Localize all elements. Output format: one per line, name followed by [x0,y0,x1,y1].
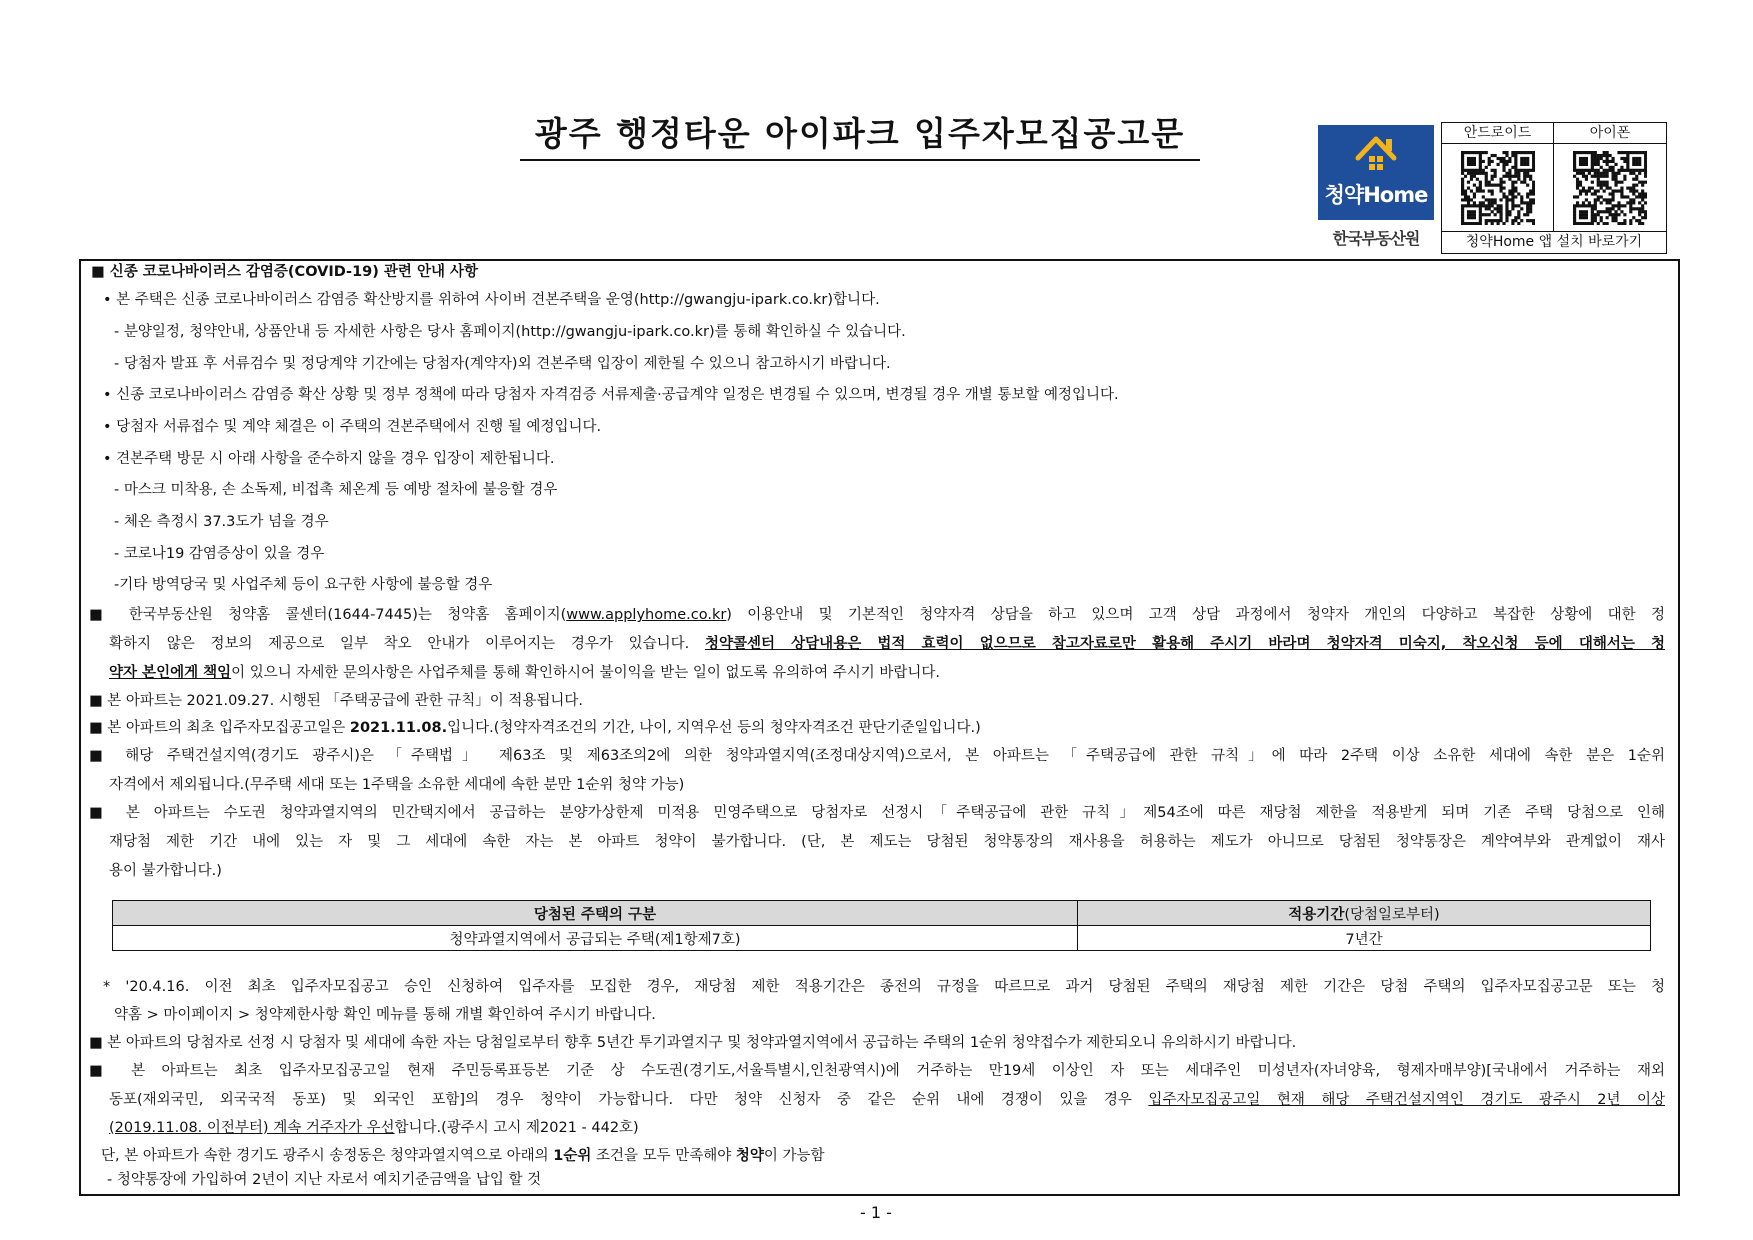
android-label: 안드로이드 [1442,123,1554,144]
resident-line: 동포(재외국민, 외국국적 동포) 및 외국인 포함]의 경우 청약이 가능합니다. 다만 청약 신청자 중 같은 순위 내에 경쟁이 있을 경우 입주자모집공고일 현재 해당 주택건설지역인 경기도 광주시 2년 이상 [109,1092,1666,1108]
rewin-table [112,900,1651,951]
resident-line: - 청약통장에 가입하여 2년이 지난 자로서 예치기준금액을 납입 할 것 [107,1172,542,1188]
rewin-line: ■ 본 아파트는 수도권 청약과열지역의 민간택지에서 공급하는 분양가상한제 미적용 민영주택으로 당첨자로 선정시「주택공급에 관한 규칙」제54조에 따른 재당첨 제한을 적용받게 되며 기존 주택 당첨으로 인해 [89,805,1665,821]
rewin-line: 용이 불가합니다.) [109,863,222,879]
resident-line: ■ 본 아파트는 최초 입주자모집공고일 현재 주민등록표등본 기준 상 수도권(경기도,서울특별시,인천광역시)에 거주하는 만19세 이상인 자 또는 세대주인 미성년자(자녀양육, 형제자매부양)[국내에서 거주하는 재외 [89,1063,1665,1079]
notice-box [79,259,1680,1196]
covid-line: - 당첨자 발표 후 서류검수 및 정당계약 기간에는 당첨자(계약자)외 견본주택 입장이 제한될 수 있으니 참고하시기 바랍니다. [114,356,891,372]
note-line: 약홈 > 마이페이지 > 청약제한사항 확인 메뉴를 통해 개별 확인하여 주시기 바랍니다. [114,1007,656,1023]
table-cell: 청약과열지역에서 공급되는 주택(제1항제7호) [113,926,1078,951]
callcenter-line: 확하지 않은 정보의 제공으로 일부 착오 안내가 이루어지는 경우가 있습니다. 청약콜센터 상담내용은 법적 효력이 없으므로 참고자료로만 활용해 주시기 바라며 청약자격 미숙지, 착오신청 등에 대해서는 청 [109,636,1666,652]
logo-brand-text: 청약Home [1324,183,1428,207]
covid-line: • 당첨자 서류접수 및 계약 체결은 이 주택의 견본주택에서 진행 될 예정입니다. [103,419,602,435]
covid-line: - 코로나19 감염증상이 있을 경우 [114,546,325,562]
app-install-link[interactable]: 청약Home 앱 설치 바로가기 [1442,231,1666,254]
covid-line: - 체온 측정시 37.3도가 넘을 경우 [114,514,329,530]
covid-line: -기타 방역당국 및 사업주체 등이 요구한 사항에 불응할 경우 [114,577,493,593]
resident-line: (2019.11.08. 이전부터) 계속 거주자가 우선합니다.(광주시 고시 제2021 - 442호) [109,1120,639,1136]
rules-line: ■ 본 아파트는 2021.09.27. 시행된 「주택공급에 관한 규칙」이 적용됩니다. [89,693,583,709]
iphone-label: 아이폰 [1554,123,1666,144]
page-title: 광주 행정타운 아이파크 입주자모집공고문 [520,108,1200,161]
table-header: 당첨된 주택의 구분 [113,901,1078,926]
overheated-line: ■ 해당 주택건설지역(경기도 광주시)은 「주택법」 제63조 및 제63조의2에 의한 청약과열지역(조정대상지역)으로서, 본 아파트는 「주택공급에 관한 규칙」에 따라 2주택 이상 소유한 세대에 속한 분은 1순위 [89,748,1665,764]
rewin-line: 재당첨 제한 기간 내에 있는 자 및 그 세대에 속한 자는 본 아파트 청약이 불가합니다. (단, 본 제도는 당첨된 청약통장의 재사용을 허용하는 제도가 아니므로 당첨된 청약통장은 계약여부와 관계없이 재사 [109,834,1665,850]
applyhome-link[interactable]: www.applyhome.co.kr [566,607,727,623]
table-cell: 7년간 [1078,926,1651,951]
note-line: * '20.4.16. 이전 최초 입주자모집공고 승인 신청하여 입주자를 모집한 경우, 재당첨 제한 적용기간은 종전의 규정을 따르므로 과거 당첨된 주택의 재당첨 제한 기간은 당첨 주택의 입주자모집공고문 또는 청 [103,979,1665,995]
callcenter-line: ■ 한국부동산원 청약홈 콜센터(1644-7445)는 청약홈 홈페이지(www.applyhome.co.kr) 이용안내 및 기본적인 청약자격 상담을 하고 있으며 고객 상담 과정에서 청약자 개인의 다양하고 복잡한 상황에 대한 정 [89,607,1665,623]
iphone-qr-icon[interactable] [1573,151,1647,225]
table-header-row [113,901,1651,926]
page-number: - 1 - [860,1203,892,1222]
covid-line: • 본 주택은 신종 코로나바이러스 감염증 확산방지를 위하여 사이버 견본주택을 운영(http://gwangju-ipark.co.kr)합니다. [103,292,880,308]
first-date-line: ■ 본 아파트의 최초 입주자모집공고일은 2021.11.08.입니다.(청약자격조건의 기간, 나이, 지역우선 등의 청약자격조건 판단기준일입니다.) [89,720,981,736]
house-icon [1318,125,1434,185]
five-year-line: ■ 본 아파트의 당첨자로 선정 시 당첨자 및 세대에 속한 자는 당첨일로부터 향후 5년간 투기과열지구 및 청약과열지역에서 공급하는 주택의 1순위 청약접수가 제한되오니 유의하시기 바랍니다. [89,1035,1297,1051]
overheated-line: 자격에서 제외됩니다.(무주택 세대 또는 1주택을 소유한 세대에 속한 분만 1순위 청약 가능) [109,777,685,793]
qr-code-panel [1441,122,1667,254]
table-header: 적용기간(당첨일로부터) [1078,901,1651,926]
callcenter-line: 약자 본인에게 책임이 있으니 자세한 문의사항은 사업주체를 통해 확인하시어 불이익을 받는 일이 없도록 유의하여 주시기 바랍니다. [109,665,941,681]
covid-line: - 분양일정, 청약안내, 상품안내 등 자세한 사항은 당사 홈페이지(http://gwangju-ipark.co.kr)를 통해 확인하실 수 있습니다. [114,324,906,340]
covid-heading: ■ 신종 코로나바이러스 감염증(COVID-19) 관련 안내 사항 [91,264,479,280]
applyhome-logo[interactable] [1318,125,1434,220]
table-row [113,926,1651,951]
covid-line: • 견본주택 방문 시 아래 사항을 준수하지 않을 경우 입장이 제한됩니다. [103,451,555,467]
covid-line: - 마스크 미착용, 손 소독제, 비접촉 체온계 등 예방 절차에 불응할 경우 [114,482,558,498]
covid-line: • 신종 코로나바이러스 감염증 확산 상황 및 정부 정책에 따라 당첨자 자격검증 서류제출·공급계약 일정은 변경될 수 있으며, 변경될 경우 개별 통보할 예정입니다. [103,387,1119,403]
android-qr-icon[interactable] [1461,151,1535,225]
resident-line: 단, 본 아파트가 속한 경기도 광주시 송정동은 청약과열지역으로 아래의 1순위 조건을 모두 만족해야 청약이 가능함 [101,1148,825,1164]
org-name: 한국부동산원 [1332,229,1420,248]
